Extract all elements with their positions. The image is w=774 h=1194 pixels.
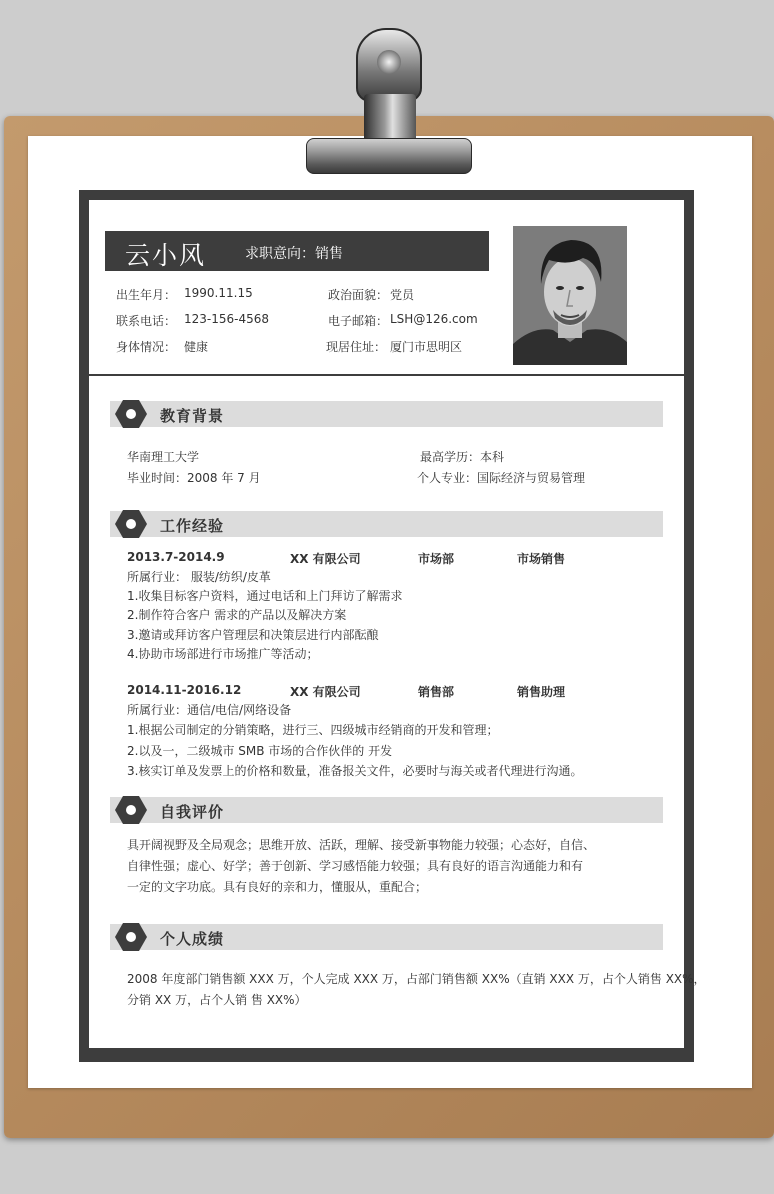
phone-label: 联系电话： [116, 314, 177, 328]
binder-clip-icon [300, 28, 476, 178]
major: 个人专业：国际经济与贸易管理 [417, 471, 586, 485]
job-company: XX 有限公司 [290, 685, 361, 699]
job-position: 市场销售 [517, 552, 566, 566]
phone-value: 123-156-4568 [184, 312, 270, 326]
job-intent: 求职意向：销售 [245, 246, 343, 262]
hexagon-icon [114, 507, 148, 541]
job-period: 2014.11-2016.12 [127, 683, 242, 697]
self-eval-line: 一定的文字功底。具有良好的亲和力，懂服从，重配合； [127, 880, 428, 894]
politics-label: 政治面貌： [328, 288, 389, 302]
job-duty: 4.协助市场部进行市场推广等活动； [127, 647, 319, 661]
section-work-title: 工作经验 [160, 517, 225, 535]
job-position: 销售助理 [517, 685, 566, 699]
section-work-bar [110, 511, 663, 537]
graduation-date: 毕业时间：2008 年 7 月 [127, 471, 261, 485]
job-company: XX 有限公司 [290, 552, 361, 566]
politics-value: 党员 [390, 288, 415, 302]
achievement-line: 2008 年度部门销售额 XXX 万，个人完成 XXX 万，占部门销售额 XX%（直销 XXX 万，占个人销售 XX%， [127, 972, 706, 986]
job-duty: 1.根据公司制定的分销策略，进行三、四级城市经销商的开发和管理； [127, 723, 499, 737]
self-eval-line: 具开阔视野及全局观念；思维开放、活跃，理解、接受新事物能力较强；心态好，自信、 [127, 838, 596, 852]
address-value: 厦门市思明区 [390, 340, 463, 354]
resume-frame [79, 190, 706, 1062]
job-department: 市场部 [418, 552, 455, 566]
address-label: 现居住址： [326, 340, 387, 354]
degree: 最高学历：本科 [420, 450, 505, 464]
section-education-bar [110, 401, 663, 427]
section-self-eval-title: 自我评价 [160, 803, 225, 821]
email-label: 电子邮箱： [328, 314, 389, 328]
health-value: 健康 [184, 340, 209, 354]
section-achievements-title: 个人成绩 [160, 930, 225, 948]
birth-label: 出生年月： [116, 288, 177, 302]
name-bar [105, 231, 489, 271]
hexagon-icon [114, 793, 148, 827]
birth-value: 1990.11.15 [184, 286, 253, 300]
school-name: 华南理工大学 [127, 450, 200, 464]
achievement-line: 分销 XX 万，占个人销 售 XX%） [127, 993, 307, 1007]
section-education-title: 教育背景 [160, 407, 225, 425]
job-industry: 所属行业： 服装/纺织/皮革 [127, 570, 271, 584]
hexagon-icon [114, 397, 148, 431]
section-achievements-bar [110, 924, 663, 950]
job-industry: 所属行业：通信/电信/网络设备 [127, 703, 292, 717]
job-period: 2013.7-2014.9 [127, 550, 225, 564]
self-eval-line: 自律性强；虚心、好学；善于创新、学习感悟能力较强；具有良好的语言沟通能力和有 [127, 859, 584, 873]
email-value: LSH@126.com [390, 312, 478, 326]
resume-page [89, 200, 706, 1048]
section-self-eval-bar [110, 797, 663, 823]
job-duty: 1.收集目标客户资料，通过电话和上门拜访了解需求 [127, 589, 403, 603]
health-label: 身体情况： [116, 340, 177, 354]
job-department: 销售部 [418, 685, 455, 699]
job-duty: 2.以及一，二级城市 SMB 市场的合作伙伴的 开发 [127, 744, 393, 758]
candidate-name: 云小风 [125, 241, 207, 270]
header-divider [89, 374, 684, 376]
job-duty: 2.制作符合客户 需求的产品以及解决方案 [127, 608, 347, 622]
profile-photo [513, 226, 627, 365]
hexagon-icon [114, 920, 148, 954]
job-duty: 3.核实订单及发票上的价格和数量，准备报关文件，必要时与海关或者代理进行沟通。 [127, 764, 583, 778]
job-duty: 3.邀请或拜访客户管理层和决策层进行内部酝酿 [127, 628, 379, 642]
